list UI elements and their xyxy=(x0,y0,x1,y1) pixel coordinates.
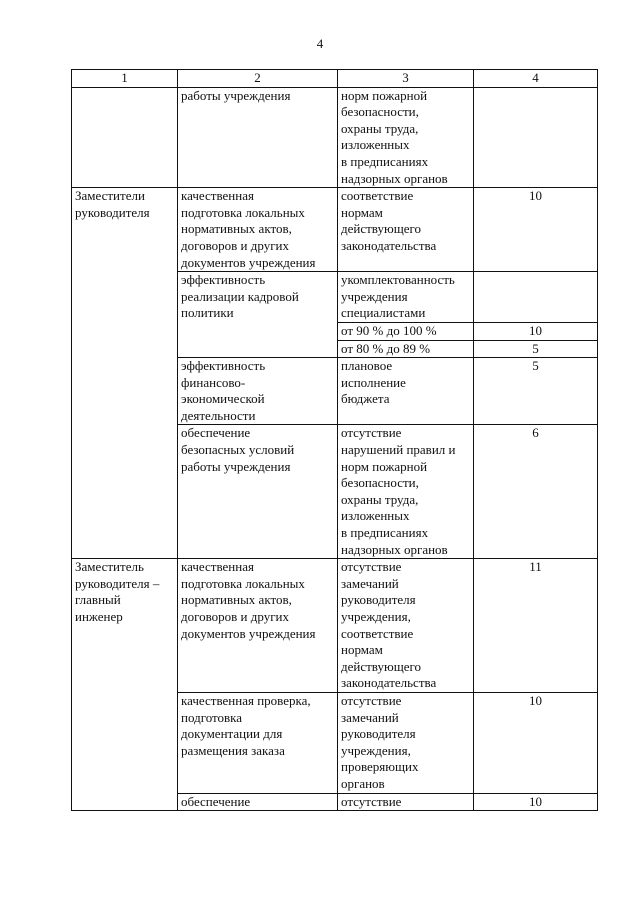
indicator-cell: отсутствие замечаний руководителя учреждения, проверяющих органов xyxy=(338,692,474,793)
criterion-cell: качественная подготовка локальных нормативных актов, договоров и других документов учреждения xyxy=(178,559,338,693)
position-cell xyxy=(72,87,178,188)
table-row xyxy=(72,559,598,693)
score-cell: 10 xyxy=(474,322,598,340)
criterion-cell: качественная подготовка локальных нормативных актов, договоров и других документов учреждения xyxy=(178,188,338,272)
position-cell: Заместитель руководителя – главный инженер xyxy=(72,559,178,811)
indicator-cell: отсутствие нарушений правил и норм пожарной безопасности, охраны труда, изложенных в предписаниях надзорных органов xyxy=(338,425,474,559)
indicator-cell: плановое исполнение бюджета xyxy=(338,358,474,425)
header-cell-3: 3 xyxy=(338,70,474,88)
criterion-cell: эффективность финансово- экономической деятельности xyxy=(178,358,338,425)
header-cell-2: 2 xyxy=(178,70,338,88)
criterion-cell: обеспечение xyxy=(178,793,338,811)
score-cell: 10 xyxy=(474,188,598,272)
score-cell xyxy=(474,87,598,188)
table-row xyxy=(72,188,598,272)
indicator-cell: от 80 % до 89 % xyxy=(338,340,474,358)
criteria-table xyxy=(71,69,598,811)
indicator-cell: норм пожарной безопасности, охраны труда, изложенных в предписаниях надзорных органов xyxy=(338,87,474,188)
criterion-cell: качественная проверка, подготовка документации для размещения заказа xyxy=(178,692,338,793)
indicator-cell: соответствие нормам действующего законодательства xyxy=(338,188,474,272)
table-header-row xyxy=(72,70,598,88)
table-row xyxy=(72,87,598,188)
indicator-cell: укомплектованность учреждения специалистами xyxy=(338,272,474,323)
indicator-cell: отсутствие замечаний руководителя учреждения, соответствие нормам действующего законодательства xyxy=(338,559,474,693)
score-cell: 5 xyxy=(474,340,598,358)
header-cell-1: 1 xyxy=(72,70,178,88)
score-cell: 10 xyxy=(474,692,598,793)
criterion-cell: обеспечение безопасных условий работы учреждения xyxy=(178,425,338,559)
indicator-cell: от 90 % до 100 % xyxy=(338,322,474,340)
score-cell xyxy=(474,272,598,323)
score-cell: 5 xyxy=(474,358,598,425)
indicator-cell: отсутствие xyxy=(338,793,474,811)
header-cell-4: 4 xyxy=(474,70,598,88)
criterion-cell: работы учреждения xyxy=(178,87,338,188)
position-cell: Заместители руководителя xyxy=(72,188,178,559)
score-cell: 11 xyxy=(474,559,598,693)
score-cell: 6 xyxy=(474,425,598,559)
criterion-cell: эффективность реализации кадровой политики xyxy=(178,272,338,358)
page-number: 4 xyxy=(316,36,324,51)
score-cell: 10 xyxy=(474,793,598,811)
